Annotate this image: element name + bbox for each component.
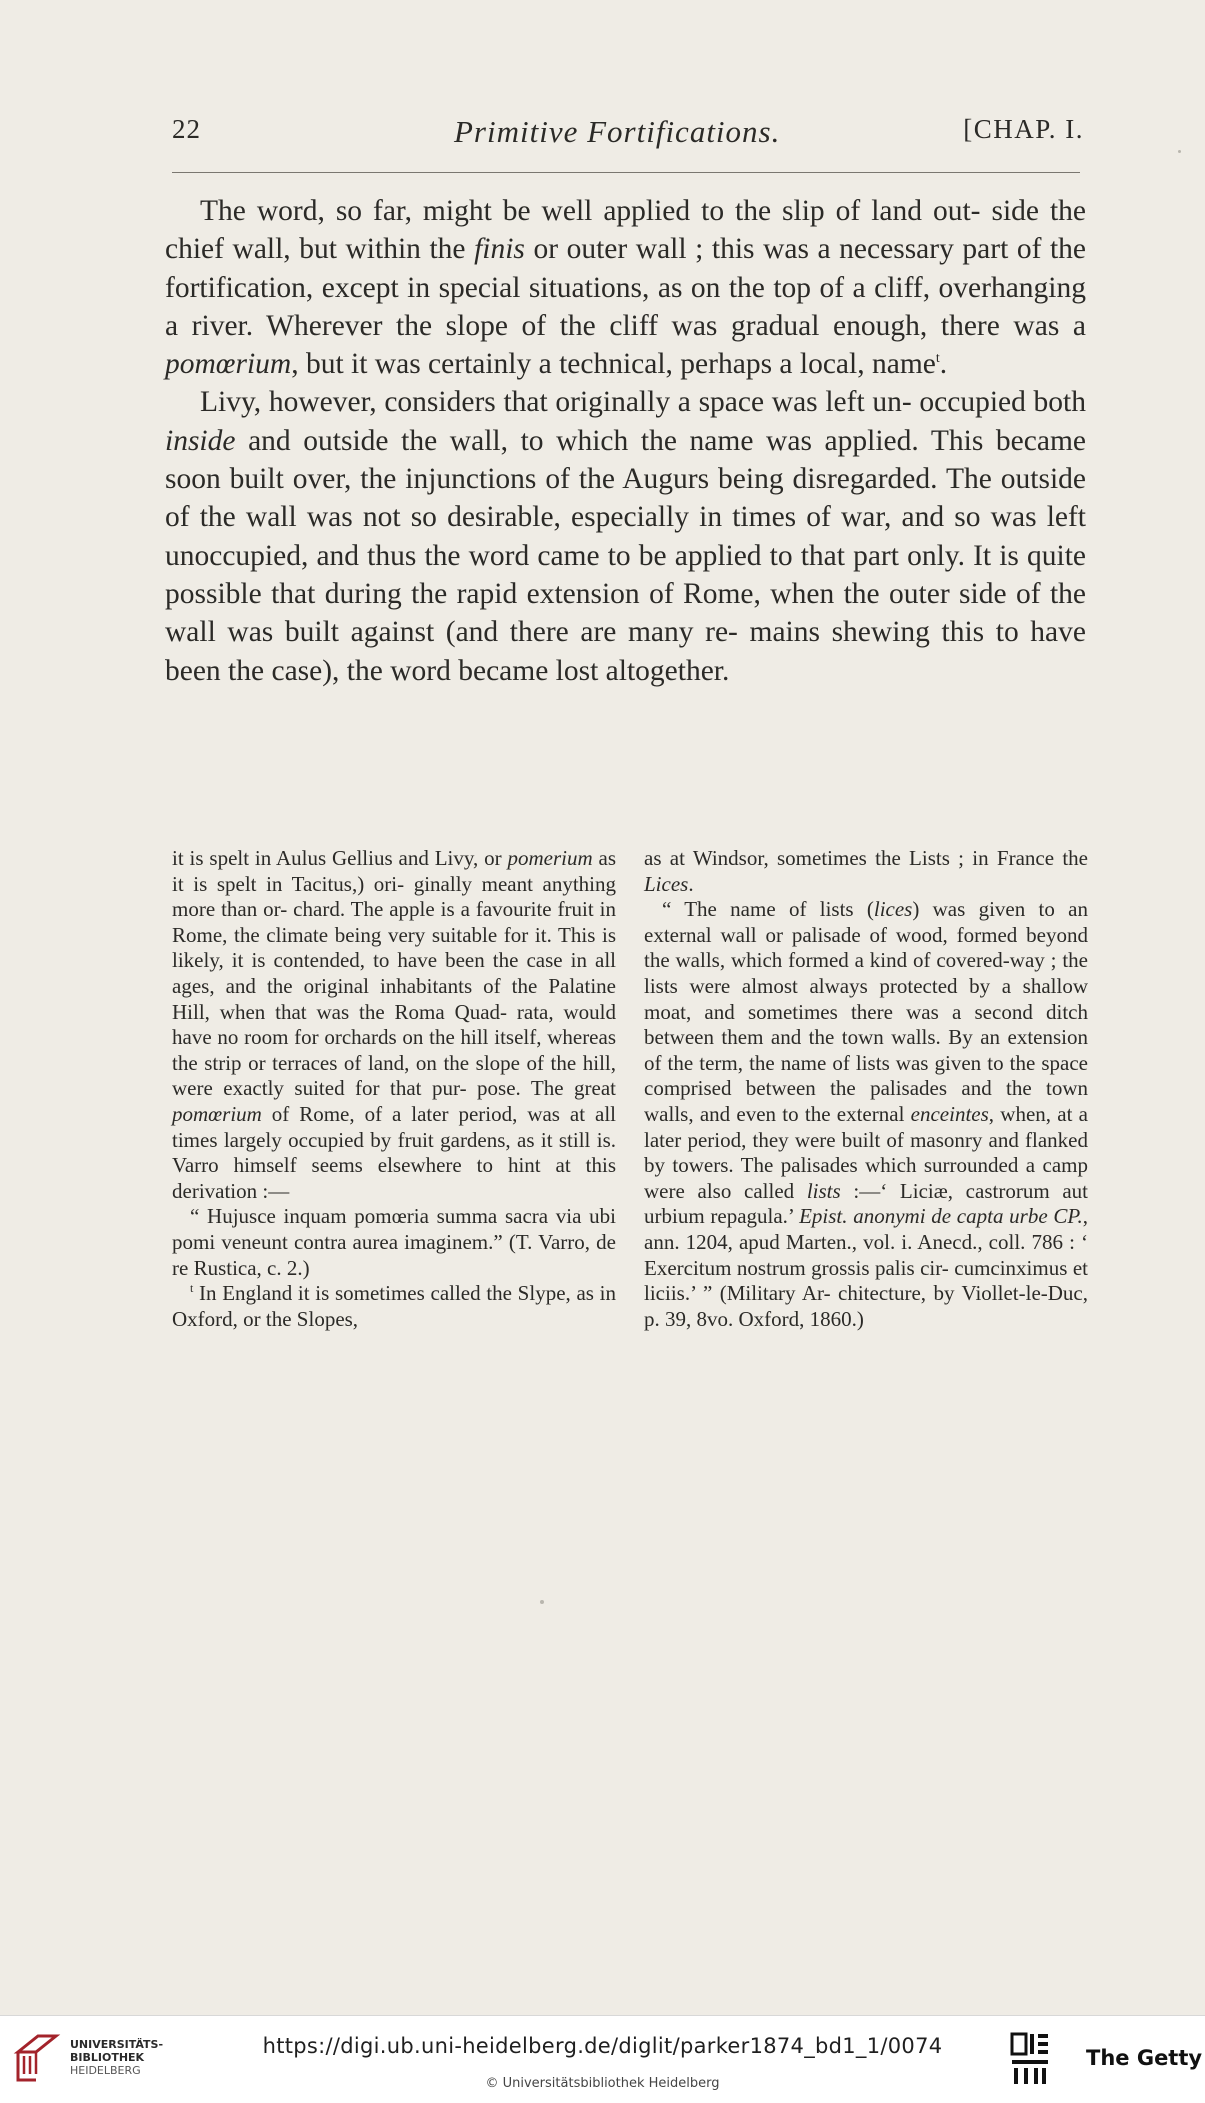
university-library-name: UNIVERSITÄTS- BIBLIOTHEK HEIDELBERG: [70, 2038, 164, 2077]
footnote-continuation: it is spelt in Aulus Gellius and Livy, or pomerium as it is spelt in Tacitus,) ori- ginally meant anything more than or- chard. The apple is a favourite fruit in Rome, the climate being very suitable for it. This is likely, it is contended, to have been the case in all ages, and the original inhabitants of the Palatine Hill, when that was the Roma Quad- rata, would have no room for orchards on the hill itself, whereas the strip or terraces of land, on the slope of the hill, were exactly suited for that pur- pose. The great pomœrium of Rome, of a later period, was at all times largely occupied by fruit gardens, as it still is. Varro himself seems elsewhere to hint at this derivation :—: [172, 846, 616, 1203]
running-title: Primitive Fortifications.: [454, 114, 781, 149]
main-text: [165, 192, 1086, 690]
footnote-continued: as at Windsor, sometimes the Lists ; in France the Lices.: [644, 846, 1088, 896]
term-finis: finis: [474, 233, 525, 266]
copyright-notice: © Universitätsbibliothek Heidelberg: [485, 2076, 720, 2091]
running-head: [172, 114, 1084, 154]
footnote-column-left: [172, 846, 616, 1332]
paragraph-1: The word, so far, might be well applied to the slip of land out- side the chief wall, but within the finis or outer wall ; this was a necessary part of the fortification, except in special situations, as on the top of a cliff, overhanging a river. Wherever the slope of the cliff was gradual enough, there was a pomœrium, but it was certainly a technical, perhaps a local, name$^t$.: [165, 195, 1087, 381]
footnote-lists-quote: “ The name of lists (lices) was given to an external wall or palisade of wood, formed beyond the walls, which formed a kind of covered-way ; the lists were almost always protected by a shallow moat, and sometimes there was a second ditch between them and the town walls. By an extension of the term, the name of lists was given to the space comprised between the palisades and the town walls, and even to the external enceintes, when, at a later period, they were built of masonry and flanked by towers. The palisades which surrounded a camp were also called lists :—‘ Liciæ, castrorum aut urbium repagula.’ Epist. anonymi de capta urbe CP., ann. 1204, apud Marten., vol. i. Anecd., coll. 786 : ‘ Exercitum nostrum grossis palis cir- cumcinximus et liciis.’ ” (Military Ar- chitecture, by Viollet-le-Duc, p. 39, 8vo. Oxford, 1860.): [644, 897, 1088, 1331]
header-rule: [172, 172, 1080, 173]
getty-logo-icon: [1010, 2030, 1050, 2088]
footnote-quotation: “ Hujusce inquam pomœria summa sacra via ubi pomi veneunt contra aurea imaginem.” (T. Varro, de re Rustica, c. 2.): [172, 1204, 616, 1280]
getty-name: The Getty: [1086, 2046, 1203, 2070]
footnote-mark: t: [190, 1281, 194, 1296]
footnote-column-right: [644, 846, 1088, 1332]
term-inside: inside: [165, 424, 236, 457]
viewer-footer: [0, 2015, 1205, 2103]
footnote-reference: t: [935, 351, 940, 367]
footnote-t: $^t$ In England it is sometimes called the Slype, as in Oxford, or the Slopes,: [172, 1281, 616, 1331]
term-pomoerium: pomœrium: [165, 348, 292, 381]
page-number: 22: [172, 114, 201, 144]
paragraph-2: Livy, however, considers that originally a space was left un- occupied both inside and outside the wall, to which the name was applied. This became soon built over, the injunctions of the Augurs being disregarded. The outside of the wall was not so desirable, especially in times of war, and so was left unoccupied, and thus the word came to be applied to that part only. It is quite possible that during the rapid extension of Rome, when the outer side of the wall was built against (and there are many re- mains shewing this to have been the case), the word became lost altogether.: [165, 386, 1086, 687]
paper-speck: [540, 1600, 544, 1604]
permalink[interactable]: https://digi.ub.uni-heidelberg.de/diglit/parker1874_bd1_1/0074: [262, 2034, 943, 2058]
paper-speck: [1178, 150, 1181, 153]
chapter-reference: [CHAP. I.: [963, 114, 1084, 144]
